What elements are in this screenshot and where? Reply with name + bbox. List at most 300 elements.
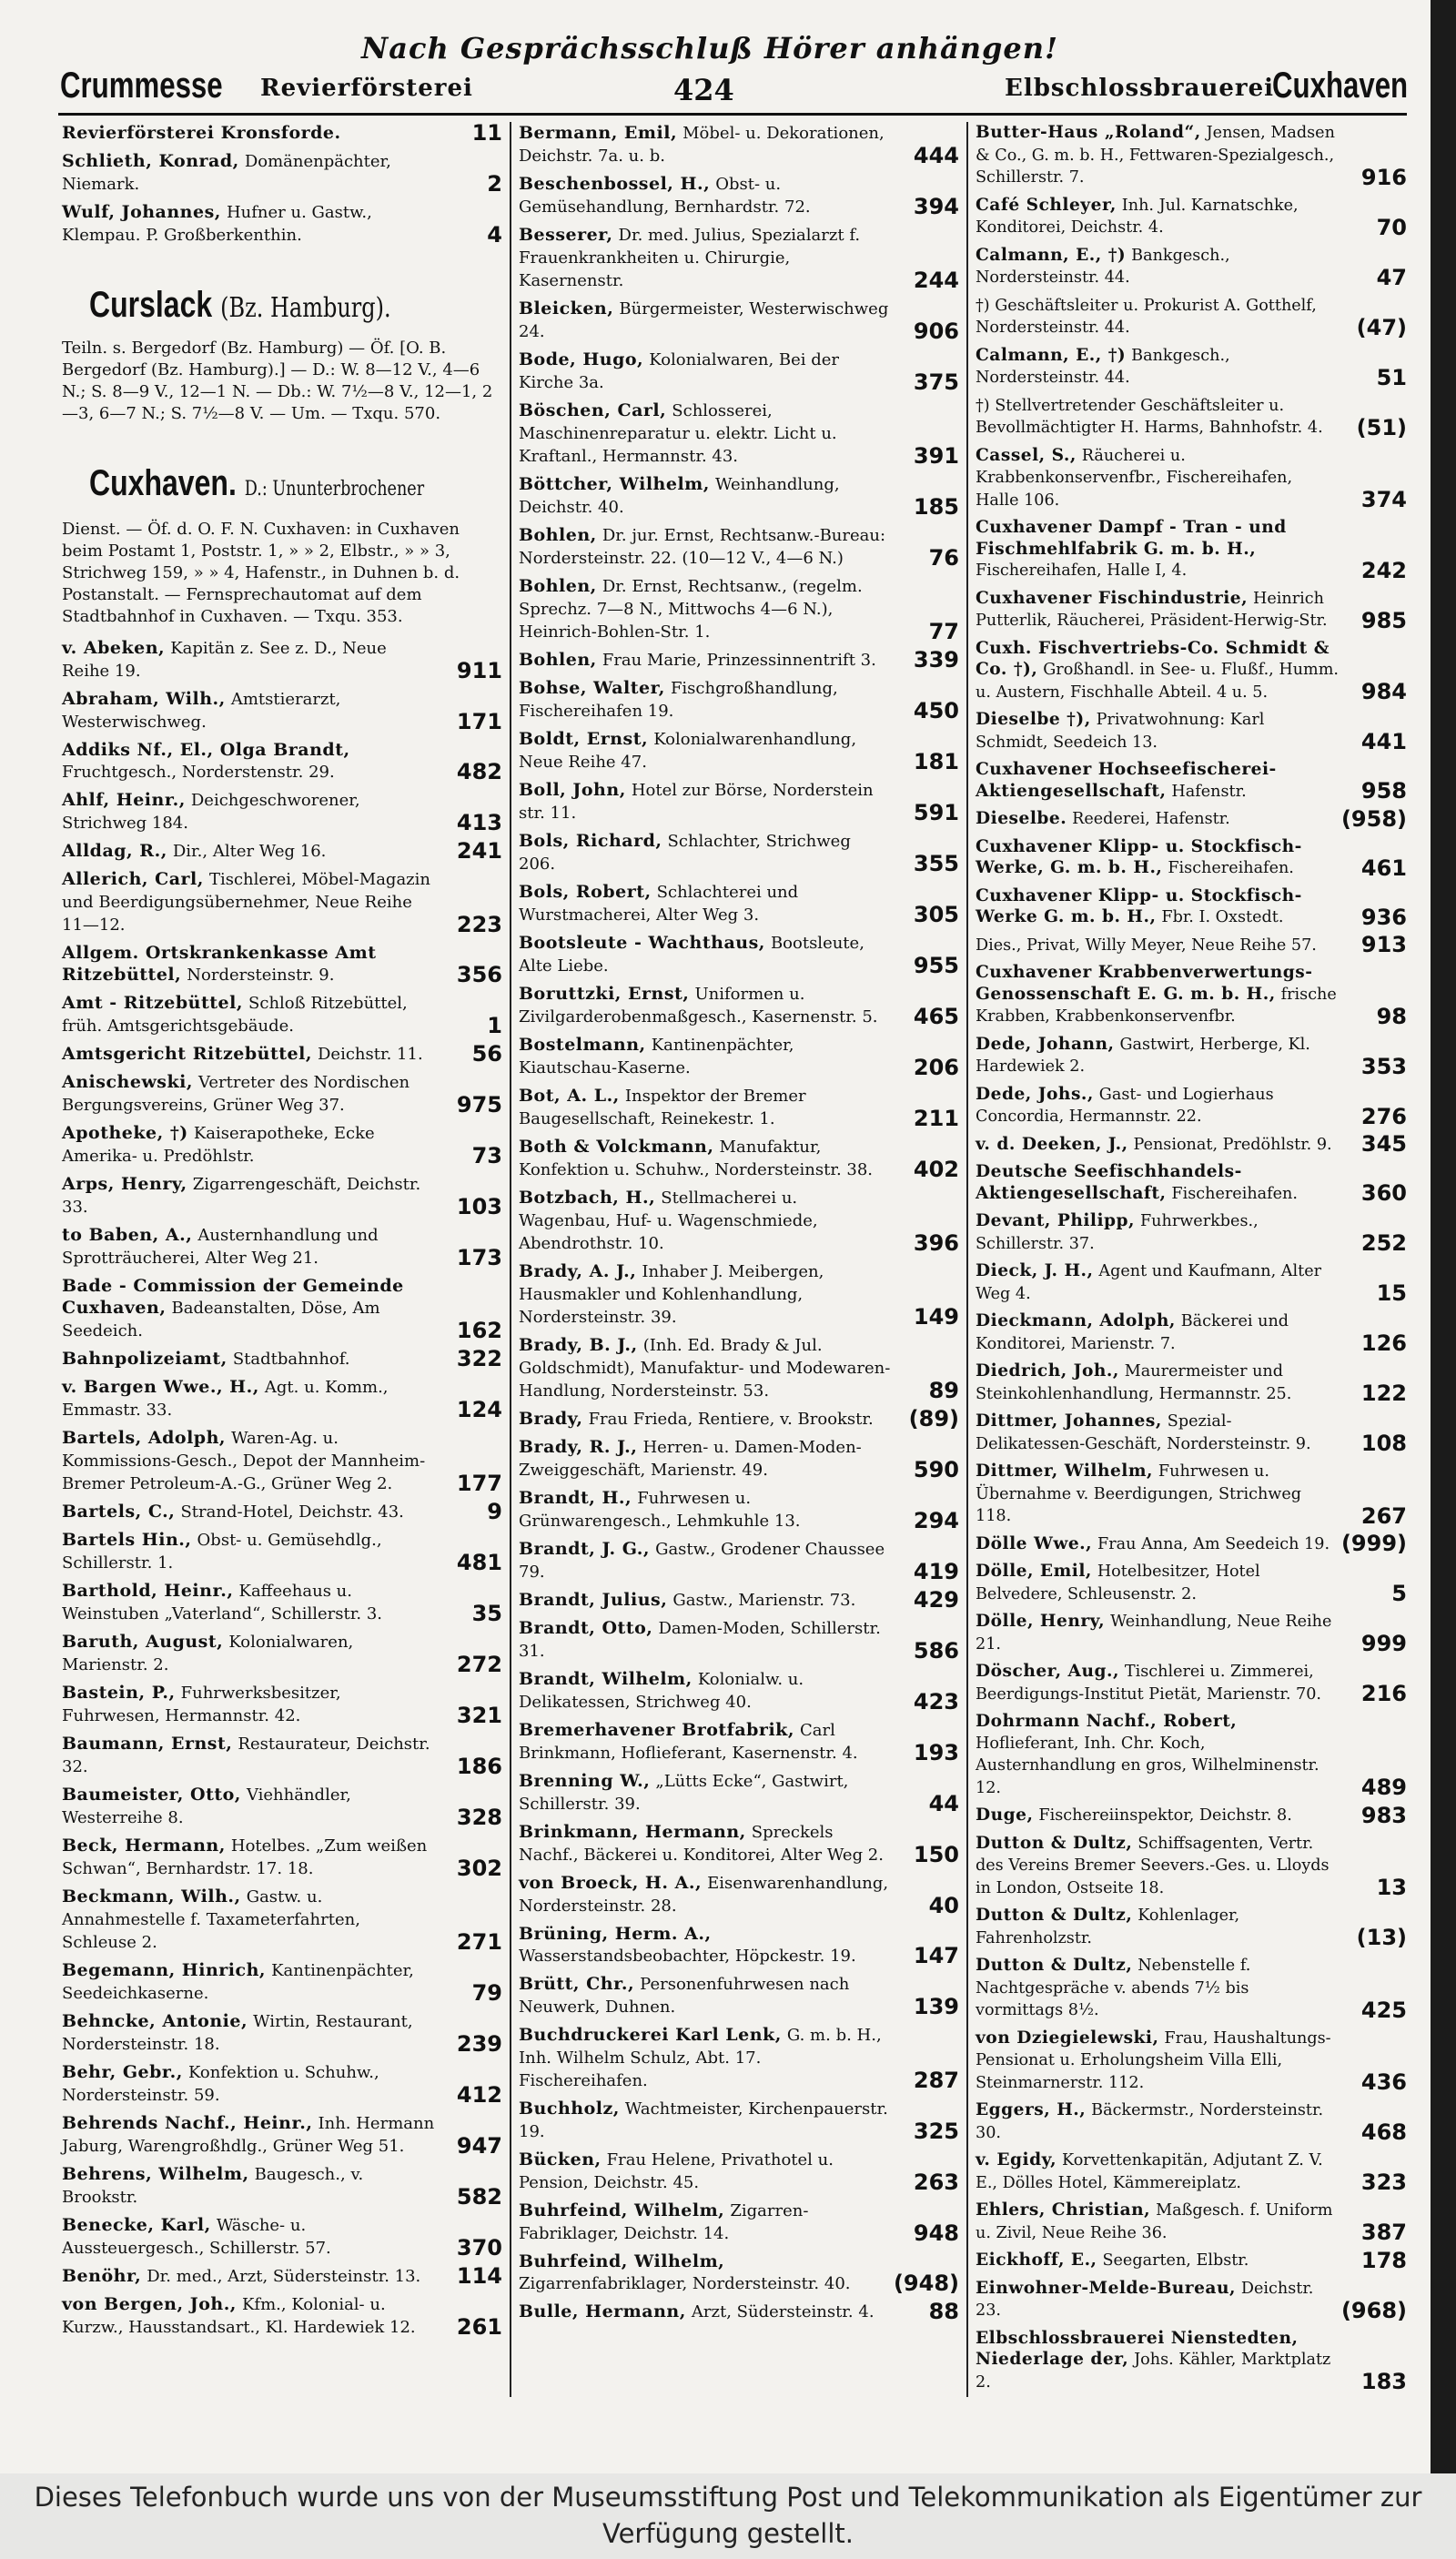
phone-number: 147 <box>913 1943 959 1968</box>
entry-name: Bleicken, <box>519 298 614 319</box>
phone-number: 9 <box>487 1499 502 1524</box>
entry-details: Deichstr. 11. <box>317 1045 423 1064</box>
phone-number: 425 <box>1360 1997 1407 2023</box>
column-2 <box>519 122 959 2401</box>
directory-entry <box>62 2010 502 2056</box>
entry-name: von Bergen, Joh., <box>62 2294 237 2314</box>
phone-number: 450 <box>913 698 959 723</box>
column-3 <box>976 122 1407 2401</box>
directory-entry <box>62 2061 502 2107</box>
directory-entry <box>62 2293 502 2339</box>
entry-name: Ahlf, Heinr., <box>62 790 186 810</box>
column-divider <box>510 122 511 2397</box>
entry-name: Bols, Richard, <box>519 831 662 851</box>
entry-details: Eisenwarenhandlung, Nordersteinstr. 28. <box>519 1874 889 1916</box>
directory-entry <box>519 2024 959 2092</box>
entry-name: Devant, Philipp, <box>976 1211 1136 1230</box>
next-page-edge <box>1431 0 1456 2473</box>
directory-entry <box>62 150 502 196</box>
entry-name: Calmann, E., †) <box>976 245 1127 265</box>
entry-name: Dieck, J. H., <box>976 1261 1094 1280</box>
directory-entry <box>519 473 959 519</box>
crummesse-entries <box>62 122 502 247</box>
entry-details: Kolonialwaren, Bei der Kirche 3a. <box>519 350 840 392</box>
phone-number: 178 <box>1360 2247 1407 2273</box>
phone-number: 429 <box>913 1587 959 1613</box>
entry-details: Kaiserapotheke, Ecke Amerika- u. Predöhlstr. <box>62 1124 375 1166</box>
phone-number: 294 <box>913 1508 959 1533</box>
entry-name: Anischewski, <box>62 1072 193 1092</box>
entry-name: Botzbach, H., <box>519 1188 656 1208</box>
entry-name: Dohrmann Nachf., Robert, <box>976 1712 1238 1731</box>
phone-number: 70 <box>1376 214 1407 240</box>
entry-name: Addiks Nf., El., Olga Brandt, <box>62 740 350 760</box>
phone-number: 124 <box>456 1397 502 1422</box>
phone-number: 355 <box>913 851 959 876</box>
directory-entry <box>62 1275 502 1342</box>
place-heading-curslack <box>89 283 420 330</box>
entry-details: Hufner u. Gastw., Klempau. P. Großberkenthin. <box>62 203 372 245</box>
phone-number: 241 <box>456 838 502 864</box>
directory-entry <box>62 1043 502 1066</box>
entry-details: Johs. Kähler, Marktplatz 2. <box>976 2351 1331 2392</box>
entry-name: Dutton & Dultz, <box>976 1833 1133 1853</box>
entry-details: Frau Frieda, Rentiere, v. Brookstr. <box>588 1410 874 1429</box>
entry-name: Bootsleute - Wachthaus, <box>519 933 765 953</box>
phone-number: (47) <box>1356 314 1407 340</box>
place-heading-cuxhaven <box>89 461 425 511</box>
directory-entry <box>976 2200 1407 2244</box>
entry-name: Boldt, Ernst, <box>519 729 649 749</box>
entry-name: Brüning, Herm. A., <box>519 1924 712 1944</box>
phone-number: 948 <box>913 2220 959 2246</box>
entry-details: Hotelbes. „Zum weißen Schwan“, Bernhardstr. 17. 18. <box>62 1836 428 1878</box>
entry-details: Stadtbahnhof. <box>232 1350 350 1369</box>
header-left-place: Crummesse <box>60 66 223 106</box>
phone-number: 489 <box>1360 1775 1407 1800</box>
entry-details: Damen-Moden, Schillerstr. 31. <box>519 1619 881 1661</box>
entry-name: Benöhr, <box>62 2266 142 2286</box>
directory-entry <box>62 840 502 863</box>
phone-number: 98 <box>1376 1003 1407 1029</box>
entry-details: Hotelbesitzer, Hotel Belvedere, Schleusenstr. 2. <box>976 1563 1260 1603</box>
phone-number: 139 <box>913 1994 959 2019</box>
phone-number: 984 <box>1360 679 1407 704</box>
phone-number: 126 <box>1360 1330 1407 1356</box>
entry-name: Elbschlossbrauerei Nienstedten, Niederlage der, <box>976 2328 1299 2369</box>
phone-number: 73 <box>471 1143 502 1168</box>
entry-details: Stellmacherei u. Wagenbau, Huf- u. Wagenschmiede, Abendrothstr. 10. <box>519 1188 818 1253</box>
entry-name: Schlieth, Konrad, <box>62 151 239 171</box>
entry-details: Uniformen u. Zivilgarderobenmaßgesch., Kasernenstr. 5. <box>519 985 878 1027</box>
phone-number: 77 <box>928 619 959 644</box>
entry-name: v. Egidy, <box>976 2150 1057 2170</box>
directory-entry <box>519 830 959 875</box>
place-info-cuxhaven: Dienst. — Öf. d. O. F. N. Cuxhaven: in Cuxhaven beim Postamt 1, Poststr. 1, » » 2, Elbstr., » » 3, Strichweg 159, » » 4, Hafenstr., in Duhnen b. d. Postanstalt. — Fernsprechautomat auf dem Stadtbahnhof in Cuxhaven. — Txqu. 353. <box>62 520 460 626</box>
entry-name: Dieselbe †), <box>976 710 1091 729</box>
directory-entry <box>519 400 959 468</box>
entry-name: Bols, Robert, <box>519 882 652 902</box>
phone-number: 177 <box>456 1471 502 1496</box>
directory-entry <box>62 1427 502 1495</box>
entry-details: Hoflieferant, Inh. Chr. Koch, Austernhandlung en gros, Wilhelminenstr. 12. <box>976 1734 1320 1797</box>
entry-name: Bohlen, <box>519 576 597 596</box>
entry-details: Inh. Jul. Karnatschke, Konditorei, Deichstr. 4. <box>976 196 1299 237</box>
directory-entry <box>976 517 1407 582</box>
entry-details: Obst- u. Gemüsehdlg., Schillerstr. 1. <box>62 1531 382 1573</box>
directory-entry <box>976 445 1407 512</box>
entry-details: Fischereihafen, Halle I, 4. <box>976 561 1188 580</box>
entry-details: Inh. Hermann Jaburg, Warengroßhdlg., Grüner Weg 51. <box>62 2114 435 2156</box>
entry-details: Spezial-Delikatessen-Geschäft, Nordersteinstr. 9. <box>976 1412 1311 1453</box>
entry-details: Spreckels Nachf., Bäckerei u. Konditorei, Alter Weg 2. <box>519 1823 884 1865</box>
directory-entry <box>976 1533 1407 1556</box>
phone-number: 216 <box>1360 1681 1407 1706</box>
directory-entry <box>519 2098 959 2143</box>
phone-number: 171 <box>456 709 502 734</box>
entry-name: Baumeister, Otto, <box>62 1785 241 1805</box>
entry-details: Personenfuhrwesen nach Neuwerk, Duhnen. <box>519 1975 850 2017</box>
entry-details: Nordersteinstr. 9. <box>187 966 335 985</box>
phone-number: 223 <box>456 912 502 937</box>
directory-entry <box>519 2301 959 2323</box>
phone-number: 582 <box>456 2184 502 2210</box>
phone-number: 916 <box>1360 164 1407 190</box>
directory-entry <box>519 779 959 824</box>
entry-details: Schiffsagenten, Vertr. des Vereins Bremer Seevers.-Ges. u. Lloyds in London, Ostseite 18. <box>976 1834 1330 1897</box>
entry-name: Revierförsterei Kronsforde. <box>62 123 341 143</box>
entry-details: Seegarten, Elbstr. <box>1102 2251 1249 2270</box>
entry-name: Wulf, Johannes, <box>62 202 221 222</box>
directory-entry <box>62 1224 502 1269</box>
entry-name: Boruttzki, Ernst, <box>519 984 690 1004</box>
cuxhaven-entries <box>62 637 502 2339</box>
directory-entry <box>976 1955 1407 2022</box>
directory-entry <box>976 1833 1407 1900</box>
directory-entry <box>62 1173 502 1219</box>
phone-number: 391 <box>913 443 959 469</box>
cuxhaven-entries <box>976 122 1407 2393</box>
place-subtitle: (Bz. Hamburg). <box>220 292 391 324</box>
phone-number: 239 <box>456 2031 502 2057</box>
entry-details: Fuhrwerksbesitzer, Fuhrwesen, Hermannstr. 42. <box>62 1684 341 1725</box>
directory-entry <box>519 224 959 292</box>
entry-name: Apotheke, †) <box>62 1123 188 1143</box>
phone-number: 374 <box>1360 487 1407 512</box>
directory-entry <box>519 1770 959 1816</box>
directory-entry <box>976 709 1407 754</box>
phone-number: 261 <box>456 2314 502 2340</box>
entry-name: Deutsche Seefischhandels-Aktiengesellschaft, <box>976 1162 1242 1203</box>
phone-number: 150 <box>913 1842 959 1867</box>
phone-number: 468 <box>1360 2119 1407 2145</box>
phone-number: 465 <box>913 1004 959 1029</box>
directory-entry <box>976 885 1407 929</box>
entry-name: Baumann, Ernst, <box>62 1734 233 1754</box>
directory-entry <box>976 1461 1407 1528</box>
directory-entry <box>519 1872 959 1917</box>
directory-entry <box>62 1501 502 1523</box>
entry-details: Frau Anna, Am Seedeich 19. <box>1097 1534 1330 1553</box>
directory-entry <box>519 1334 959 1402</box>
entry-details: Wäsche- u. Aussteuergesch., Schillerstr. 57. <box>62 2216 331 2258</box>
entry-name: Böschen, Carl, <box>519 400 667 420</box>
entry-details: Gastw., Grodener Chaussee 79. <box>519 1540 885 1582</box>
phone-number: 252 <box>1360 1230 1407 1256</box>
entry-name: Butter-Haus „Roland“, <box>976 123 1201 142</box>
entry-name: Brandt, Wilhelm, <box>519 1669 693 1689</box>
entry-name: Bohlen, <box>519 525 597 545</box>
entry-details: Fbr. I. Oxstedt. <box>1161 908 1284 926</box>
directory-entry <box>62 2112 502 2158</box>
entry-details: Kolonialwarenhandlung, Neue Reihe 47. <box>519 730 857 772</box>
phone-number: 44 <box>928 1791 959 1816</box>
directory-entry <box>62 942 502 986</box>
entry-details: Badeanstalten, Döse, Am Seedeich. <box>62 1299 380 1340</box>
phone-number: 325 <box>913 2119 959 2144</box>
directory-entry <box>519 1085 959 1130</box>
directory-entry <box>976 1034 1407 1078</box>
phone-number: 271 <box>456 1929 502 1955</box>
entry-details: Obst- u. Gemüsehandlung, Bernhardstr. 72. <box>519 175 811 217</box>
phone-number: 461 <box>1360 855 1407 881</box>
entry-details: Konfektion u. Schuhw., Nordersteinstr. 59. <box>62 2063 379 2105</box>
entry-details: Reederei, Hafenstr. <box>1072 810 1230 828</box>
entry-details: Kantinenpächter, Seedeichkaserne. <box>62 1961 414 2003</box>
entry-name: Bartels, Adolph, <box>62 1428 227 1448</box>
phone-number: 328 <box>456 1805 502 1830</box>
entry-name: Behr, Gebr., <box>62 2062 183 2082</box>
entry-details: Pensionat, Predöhlstr. 9. <box>1133 1135 1332 1154</box>
directory-entry <box>62 2214 502 2260</box>
entry-name: Bode, Hugo, <box>519 349 644 369</box>
entry-name: Cuxhavener Hochseefischerei-Aktiengesellschaft, <box>976 760 1277 801</box>
directory-entry <box>976 836 1407 880</box>
place-subtitle: D.: Ununterbrochener <box>244 478 425 501</box>
directory-entry <box>62 1959 502 2005</box>
entry-name: Cuxhavener Fischindustrie, <box>976 588 1249 608</box>
directory-entry <box>976 245 1407 289</box>
place-name: Cuxhaven. <box>89 463 237 503</box>
phone-number: 122 <box>1360 1381 1407 1406</box>
entry-name: Brady, A. J., <box>519 1261 637 1281</box>
phone-number: 56 <box>471 1041 502 1067</box>
entry-details: Agt. u. Komm., Emmastr. 33. <box>62 1378 389 1420</box>
phone-number: 51 <box>1376 364 1407 390</box>
entry-details: Jensen, Madsen & Co., G. m. b. H., Fettwaren-Spezialgesch., Schillerstr. 7. <box>976 124 1335 187</box>
entry-details: Gastwirt, Herberge, Kl. Hardewiek 2. <box>976 1035 1310 1076</box>
phone-number: 2 <box>487 171 502 197</box>
entry-name: Behncke, Antonie, <box>62 2011 248 2031</box>
phone-number: (999) <box>1340 1531 1407 1556</box>
directory-entry <box>62 1580 502 1625</box>
entry-name: von Broeck, H. A., <box>519 1873 703 1893</box>
entry-details: Fischgroßhandlung, Fischereihafen 19. <box>519 679 838 721</box>
directory-entry <box>976 1411 1407 1455</box>
phone-number: (51) <box>1356 414 1407 440</box>
entry-name: Beschenbossel, H., <box>519 174 711 194</box>
directory-entry <box>62 201 502 247</box>
directory-entry <box>519 1408 959 1431</box>
place-name: Curslack <box>89 285 213 325</box>
directory-entry <box>62 2163 502 2209</box>
entry-name: Brandt, H., <box>519 1488 632 1508</box>
directory-entry <box>976 122 1407 189</box>
directory-entry <box>519 575 959 643</box>
entry-details: Baugesch., v. Brookstr. <box>62 2165 364 2207</box>
phone-number: 244 <box>913 268 959 293</box>
phone-number: 444 <box>913 143 959 168</box>
phone-number: 370 <box>456 2235 502 2261</box>
phone-number: 586 <box>913 1638 959 1664</box>
entry-name: Ehlers, Christian, <box>976 2200 1151 2220</box>
directory-entry <box>976 1161 1407 1205</box>
entry-name: Café Schleyer, <box>976 195 1117 215</box>
directory-entry <box>519 677 959 723</box>
entry-details: Zigarren-Fabriklager, Deichstr. 14. <box>519 2201 809 2243</box>
phone-number: 412 <box>456 2082 502 2108</box>
entry-name: Dutton & Dultz, <box>976 1956 1133 1975</box>
entry-details: Deichgeschworener, Strichweg 184. <box>62 791 360 833</box>
phone-number: 936 <box>1360 904 1407 930</box>
entry-details: Nebenstelle f. Nachtgespräche v. abends 7½ bis vormittags 8½. <box>976 1957 1251 2019</box>
entry-name: Dutton & Dultz, <box>976 1906 1133 1925</box>
entry-name: Bot, A. L., <box>519 1086 620 1106</box>
directory-entry <box>62 1682 502 1727</box>
entry-name: Cuxhavener Krabbenverwertungs-Genossenschaft E. G. m. b. H., <box>976 963 1313 1004</box>
directory-entry <box>62 1835 502 1880</box>
directory-entry <box>976 1260 1407 1305</box>
directory-entry <box>62 1071 502 1117</box>
directory-entry <box>976 805 1407 832</box>
entry-details: Tischlerei, Möbel-Magazin und Beerdigungsübernehmer, Neue Reihe 11—12. <box>62 870 431 935</box>
directory-entry <box>519 2200 959 2245</box>
phone-number: 481 <box>456 1550 502 1575</box>
directory-entry <box>62 1529 502 1574</box>
entry-name: Diedrich, Joh., <box>976 1361 1119 1381</box>
directory-entry <box>976 2028 1407 2095</box>
entry-name: Dede, Johs., <box>976 1084 1094 1104</box>
directory-entry <box>519 173 959 218</box>
entry-name: Arps, Henry, <box>62 1174 187 1194</box>
entry-name: Bartels Hin., <box>62 1530 192 1550</box>
entry-details: Korvettenkapitän, Adjutant Z. V. E., Dölles Hotel, Kämmereiplatz. <box>976 2151 1323 2192</box>
entry-details: Manufaktur, Konfektion u. Schuhw., Nordersteinstr. 38. <box>519 1138 874 1179</box>
entry-details: Dr. med., Arzt, Südersteinstr. 13. <box>147 2267 421 2286</box>
entry-name: Bartels, C., <box>62 1502 176 1522</box>
entry-name: Bermann, Emil, <box>519 123 678 143</box>
entry-name: Bahnpolizeiamt, <box>62 1349 228 1369</box>
directory-entry <box>62 992 502 1037</box>
entry-name: Behrens, Wilhelm, <box>62 2164 249 2184</box>
phone-number: 89 <box>928 1378 959 1403</box>
entry-name: Brandt, J. G., <box>519 1539 651 1559</box>
phone-number: 276 <box>1360 1103 1407 1129</box>
entry-details: Frau Helene, Privathotel u. Pension, Deichstr. 45. <box>519 2150 834 2192</box>
phone-number: 591 <box>913 800 959 825</box>
directory-entry <box>519 1487 959 1532</box>
directory-entry <box>519 1668 959 1714</box>
entry-name: Barthold, Heinr., <box>62 1581 234 1601</box>
entry-name: Dölle, Emil, <box>976 1562 1092 1581</box>
directory-entry <box>519 649 959 672</box>
phone-number: 906 <box>913 319 959 344</box>
phone-number: 47 <box>1376 264 1407 290</box>
directory-entry <box>62 739 502 784</box>
entry-name: Calmann, E., †) <box>976 345 1127 365</box>
phone-number: 108 <box>1360 1431 1407 1456</box>
directory-entry <box>976 1661 1407 1705</box>
entry-name: Boll, John, <box>519 780 626 800</box>
entry-name: Bohlen, <box>519 650 597 670</box>
entry-details: Kantinenpächter, Kiautschau-Kaserne. <box>519 1036 794 1077</box>
header-right-place: Cuxhaven <box>1272 66 1409 106</box>
phone-number: 423 <box>913 1689 959 1714</box>
footer-credit: Dieses Telefonbuch wurde uns von der Museumsstiftung Post und Telekommunikation als Eigentümer zur Verfügung gestellt. <box>0 2473 1456 2559</box>
directory-entry <box>519 1617 959 1663</box>
cuxhaven-entries <box>519 122 959 2323</box>
entry-details: Zigarrenfabriklager, Nordersteinstr. 40. <box>519 2274 851 2293</box>
directory-entry <box>976 962 1407 1028</box>
directory-entry <box>976 1360 1407 1405</box>
directory-entry <box>62 1886 502 1954</box>
phone-number: 173 <box>456 1245 502 1270</box>
entry-details: Agent und Kaufmann, Alter Weg 4. <box>976 1262 1322 1303</box>
entry-name: Einwohner-Melde-Bureau, <box>976 2278 1236 2298</box>
entry-details: Arzt, Südersteinstr. 4. <box>691 2302 875 2321</box>
directory-entry <box>519 932 959 977</box>
entry-details: (Inh. Ed. Brady & Jul. Goldschmidt), Manufaktur- und Modewaren-Handlung, Nordersteinstr. 53. <box>519 1336 891 1401</box>
entry-details: Inhaber J. Meibergen, Hausmakler und Kohlenhandlung, Nordersteinstr. 39. <box>519 1262 824 1327</box>
phone-number: 103 <box>456 1194 502 1219</box>
directory-entry <box>976 1561 1407 1605</box>
entry-name: Bremerhavener Brotfabrik, <box>519 1720 794 1740</box>
page-number: 424 <box>673 73 734 107</box>
directory-entry <box>976 1711 1407 1799</box>
phone-number: 590 <box>913 1457 959 1482</box>
directory-entry <box>62 688 502 733</box>
entry-details: Vertreter des Nordischen Bergungsvereins, Grüner Weg 37. <box>62 1073 410 1115</box>
phone-number: 211 <box>913 1106 959 1131</box>
entry-details: Kfm., Kolonial- u. Kurzw., Hausstandsart., Kl. Hardewiek 12. <box>62 2295 416 2337</box>
directory-entry <box>62 122 502 145</box>
directory-entry <box>519 349 959 394</box>
directory-entry <box>976 932 1407 957</box>
phone-number: 360 <box>1360 1180 1407 1206</box>
entry-name: v. d. Deeken, J., <box>976 1134 1128 1154</box>
phone-number: 975 <box>456 1092 502 1118</box>
entry-details: Fischereihafen. <box>1168 859 1294 877</box>
entry-name: Brandt, Julius, <box>519 1590 668 1610</box>
phone-number: 302 <box>456 1856 502 1881</box>
column-divider <box>966 122 968 2397</box>
entry-details: „Lütts Ecke“, Gastwirt, Schillerstr. 39. <box>519 1772 849 1814</box>
directory-entry <box>519 1589 959 1612</box>
entry-name: Bade - Commission der Gemeinde Cuxhaven, <box>62 1276 404 1318</box>
phone-number: 242 <box>1360 557 1407 583</box>
entry-details: Schlosserei, Maschinenreparatur u. elektr. Licht u. Kraftanl., Hermannstr. 43. <box>519 401 837 466</box>
phone-number: 345 <box>1360 1131 1407 1157</box>
phone-number: (948) <box>893 2271 959 2296</box>
entry-details: †) Geschäftsleiter u. Prokurist A. Gotthelf, Nordersteinstr. 44. <box>976 296 1317 337</box>
entry-details: Kaffeehaus u. Weinstuben „Vaterland“, Schillerstr. 3. <box>62 1582 382 1623</box>
entry-name: Brütt, Chr., <box>519 1974 635 1994</box>
entry-name: Cuxhavener Klipp- u. Stockfisch-Werke G. m. b. H., <box>976 885 1302 926</box>
entry-name: Brandt, Otto, <box>519 1618 653 1638</box>
entry-name: Begemann, Hinrich, <box>62 1960 267 1980</box>
entry-details: Räucherei u. Krabbenkonservenfbr., Fischereihafen, Halle 106. <box>976 446 1293 510</box>
entry-details: Maurermeister und Steinkohlenhandlung, Hermannstr. 25. <box>976 1362 1292 1403</box>
